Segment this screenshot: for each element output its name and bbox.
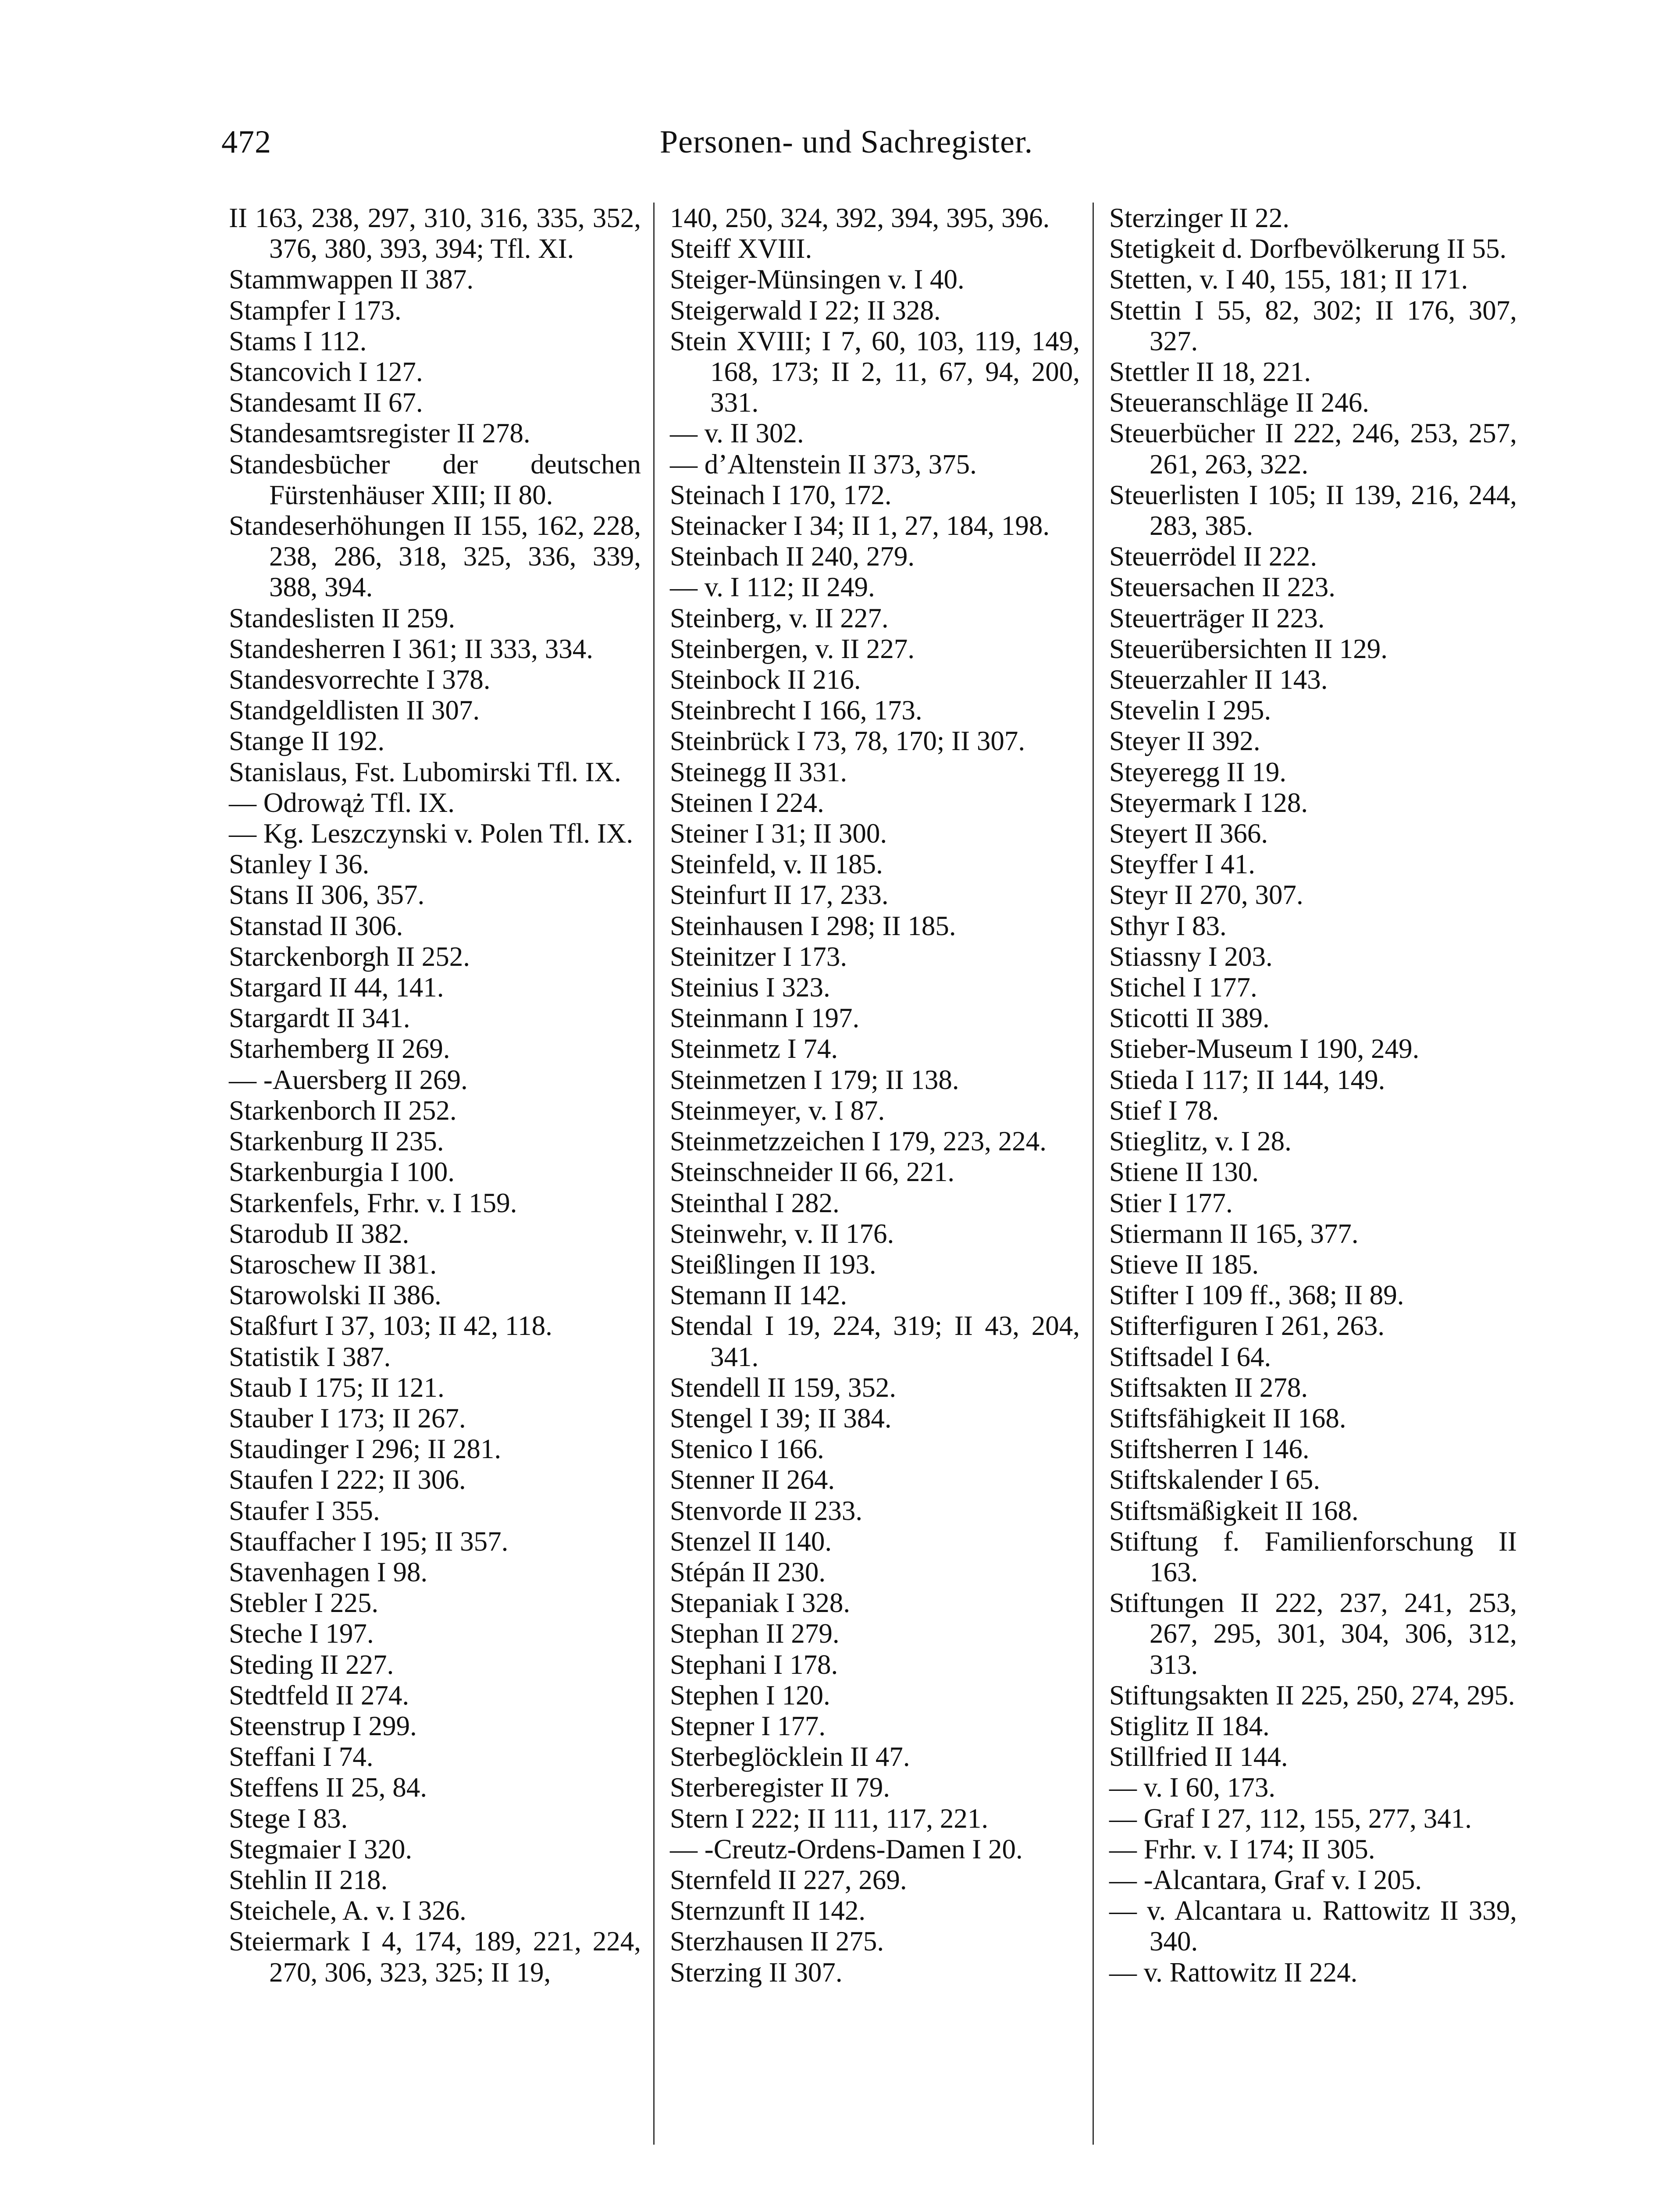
page-header — [221, 124, 1081, 172]
index-entry: Stifter I 109 ff., 368; II 89. — [1109, 1280, 1404, 1311]
index-entry: Steffens II 25, 84. — [229, 1772, 427, 1803]
index-entry: Steinfeld, v. II 185. — [670, 849, 883, 880]
index-entry: Stieber-Museum I 190, 249. — [1109, 1033, 1420, 1064]
page-number: 472 — [221, 124, 271, 160]
index-entry: Steuerträger II 223. — [1109, 602, 1325, 633]
index-entry: — Odrowąż Tfl. IX. — [229, 787, 455, 818]
index-entry: Steinhausen I 298; II 185. — [670, 910, 956, 941]
index-entry: Steinach I 170, 172. — [670, 479, 892, 510]
index-entry: — Graf I 27, 112, 155, 277, 341. — [1109, 1803, 1472, 1834]
index-entry: Stams I 112. — [229, 325, 367, 356]
index-entry: Stephani I 178. — [670, 1649, 838, 1680]
index-entry: Stieglitz, v. I 28. — [1109, 1126, 1292, 1157]
index-entry: — v. II 302. — [670, 418, 804, 449]
index-entry: — v. Alcantara u. Rattowitz II 339, 340. — [1109, 1895, 1517, 1957]
index-entry: Starkenburg II 235. — [229, 1126, 444, 1157]
index-entry: Starckenborgh II 252. — [229, 941, 470, 972]
index-entry: Sthyr I 83. — [1109, 910, 1227, 941]
index-entry: Stiermann II 165, 377. — [1109, 1218, 1359, 1249]
index-entry: Steuerrödel II 222. — [1109, 541, 1317, 572]
index-entry: Steinbach II 240, 279. — [670, 541, 915, 572]
index-entry: Staudinger I 296; II 281. — [229, 1434, 502, 1465]
index-entry: Starkenborch II 252. — [229, 1095, 457, 1126]
index-entry: Sterzinger II 22. — [1109, 203, 1290, 233]
index-entry: Stichel I 177. — [1109, 972, 1257, 1003]
index-entry: Staroschew II 381. — [229, 1249, 437, 1280]
index-entry: Stepner I 177. — [670, 1710, 826, 1741]
index-entry: Stiftung f. Familienforschung II 163. — [1109, 1526, 1517, 1587]
index-entry: Stendell II 159, 352. — [670, 1372, 897, 1403]
index-entry: Stein XVIII; I 7, 60, 103, 119, 149, 168, 173; II 2, 11, 67, 94, 200, 331. — [670, 325, 1080, 418]
index-entry: Sterberegister II 79. — [670, 1772, 890, 1803]
index-entry: Stenner II 264. — [670, 1464, 835, 1495]
index-entry: Stiftsmäßigkeit II 168. — [1109, 1495, 1359, 1526]
index-entry: Steinmetzen I 179; II 138. — [670, 1064, 959, 1095]
index-entry: Steinmeyer, v. I 87. — [670, 1095, 885, 1126]
index-entry: Stege I 83. — [229, 1803, 348, 1834]
index-column-2 — [670, 203, 1080, 1988]
index-column-1 — [229, 203, 641, 1988]
index-entry: Sternfeld II 227, 269. — [670, 1864, 907, 1895]
index-entry: Sticotti II 389. — [1109, 1003, 1270, 1034]
index-entry: — v. I 60, 173. — [1109, 1772, 1276, 1803]
index-entry: Steinwehr, v. II 176. — [670, 1218, 894, 1249]
index-entry: Stiftsakten II 278. — [1109, 1372, 1308, 1403]
index-entry: Stargard II 44, 141. — [229, 972, 444, 1003]
index-entry: Staub I 175; II 121. — [229, 1372, 445, 1403]
index-entry: Stief I 78. — [1109, 1095, 1219, 1126]
index-entry: Starowolski II 386. — [229, 1280, 441, 1311]
index-entry: Stieve II 185. — [1109, 1249, 1259, 1280]
index-entry: Stargardt II 341. — [229, 1003, 410, 1034]
index-entry: Stiftsherren I 146. — [1109, 1434, 1310, 1465]
index-entry: Steyermark I 128. — [1109, 787, 1308, 818]
index-entry: Standeslisten II 259. — [229, 602, 456, 633]
index-entry: Stengel I 39; II 384. — [670, 1402, 892, 1434]
index-entry: Stiene II 130. — [1109, 1156, 1259, 1188]
index-entry: Steuerbücher II 222, 246, 253, 257, 261, 263, 322. — [1109, 418, 1517, 480]
index-entry: Steinberg, v. II 227. — [670, 602, 889, 633]
index-entry: Steinbock II 216. — [670, 664, 861, 695]
index-entry: Standesherren I 361; II 333, 334. — [229, 633, 594, 664]
index-entry: Steuerzahler II 143. — [1109, 664, 1328, 695]
index-entry: Starhemberg II 269. — [229, 1033, 450, 1064]
index-entry: Steinius I 323. — [670, 972, 830, 1003]
index-entry: Stans II 306, 357. — [229, 879, 425, 911]
index-entry: II 163, 238, 297, 310, 316, 335, 352, 376, 380, 393, 394; Tfl. XI. — [229, 203, 641, 264]
index-entry: — -Alcantara, Graf v. I 205. — [1109, 1864, 1422, 1895]
index-entry: Steche I 197. — [229, 1618, 374, 1649]
index-entry: Steyeregg II 19. — [1109, 756, 1287, 787]
index-entry: Steuersachen II 223. — [1109, 572, 1336, 603]
index-entry: Stiftsfähigkeit II 168. — [1109, 1402, 1346, 1434]
index-column-3 — [1109, 203, 1517, 1988]
index-entry: Steiff XVIII. — [670, 233, 812, 264]
index-entry: Steuerübersichten II 129. — [1109, 633, 1388, 664]
index-entry: Stanstad II 306. — [229, 910, 403, 941]
index-entry: Stier I 177. — [1109, 1187, 1233, 1218]
column-divider — [653, 203, 655, 2145]
index-entry: Steinbergen, v. II 227. — [670, 633, 915, 664]
index-entry: Stieda I 117; II 144, 149. — [1109, 1064, 1385, 1095]
index-entry: Steinegg II 331. — [670, 756, 847, 787]
index-entry: Staßfurt I 37, 103; II 42, 118. — [229, 1310, 552, 1342]
index-entry: Sterbeglöcklein II 47. — [670, 1741, 910, 1772]
index-entry: Steichele, A. v. I 326. — [229, 1895, 466, 1926]
index-entry: Stiftungsakten II 225, 250, 274, 295. — [1109, 1680, 1515, 1711]
index-entry: Steigerwald I 22; II 328. — [670, 295, 941, 326]
index-entry: Stebler I 225. — [229, 1587, 379, 1619]
index-entry: Steding II 227. — [229, 1649, 394, 1680]
index-entry: Starodub II 382. — [229, 1218, 409, 1249]
index-entry: Sterzing II 307. — [670, 1957, 843, 1988]
index-entry: Steinmann I 197. — [670, 1003, 860, 1034]
index-entry: Stauber I 173; II 267. — [229, 1402, 466, 1434]
index-entry: Stedtfeld II 274. — [229, 1680, 409, 1711]
index-entry: — d’Altenstein II 373, 375. — [670, 448, 977, 480]
index-entry: Steinacker I 34; II 1, 27, 184, 198. — [670, 510, 1050, 541]
index-entry: Stendal I 19, 224, 319; II 43, 204, 341. — [670, 1310, 1080, 1372]
index-entry: Stegmaier I 320. — [229, 1833, 413, 1865]
index-entry: Steyer II 392. — [1109, 726, 1260, 757]
index-entry: Stauffacher I 195; II 357. — [229, 1526, 509, 1557]
index-entry: Stettler II 18, 221. — [1109, 356, 1311, 388]
index-entry: Standesamtsregister II 278. — [229, 418, 530, 449]
index-entry: Steffani I 74. — [229, 1741, 374, 1772]
column-divider — [1093, 203, 1094, 2145]
index-entry: Steyr II 270, 307. — [1109, 879, 1303, 911]
index-entry: Stern I 222; II 111, 117, 221. — [670, 1803, 989, 1834]
index-entry: Standgeldlisten II 307. — [229, 695, 480, 726]
index-entry: 140, 250, 324, 392, 394, 395, 396. — [670, 203, 1050, 233]
index-entry: Stetigkeit d. Dorfbevölkerung II 55. — [1109, 233, 1507, 264]
index-entry: Standeserhöhungen II 155, 162, 228, 238, 286, 318, 325, 336, 339, 388, 394. — [229, 510, 641, 603]
index-entry: Steueranschläge II 246. — [1109, 387, 1370, 418]
index-entry: Steinitzer I 173. — [670, 941, 847, 972]
index-entry: Starkenfels, Frhr. v. I 159. — [229, 1187, 517, 1218]
index-entry: Stiftungen II 222, 237, 241, 253, 267, 295, 301, 304, 306, 312, 313. — [1109, 1587, 1517, 1680]
index-entry: — v. I 112; II 249. — [670, 572, 875, 603]
index-entry: Stettin I 55, 82, 302; II 176, 307, 327. — [1109, 295, 1517, 356]
index-entry: Stavenhagen I 98. — [229, 1556, 428, 1587]
index-entry: — Frhr. v. I 174; II 305. — [1109, 1833, 1375, 1865]
index-entry: Stampfer I 173. — [229, 295, 402, 326]
index-entry: Stiassny I 203. — [1109, 941, 1273, 972]
index-entry: Stammwappen II 387. — [229, 264, 474, 295]
index-entry: Staufer I 355. — [229, 1495, 380, 1526]
index-entry: Stephan II 279. — [670, 1618, 840, 1649]
index-entry: — -Auersberg II 269. — [229, 1064, 468, 1095]
index-entry: Standesbücher der deutschen Fürstenhäuser XIII; II 80. — [229, 448, 641, 510]
index-entry: Steinthal I 282. — [670, 1187, 840, 1218]
index-entry: Stiftskalender I 65. — [1109, 1464, 1321, 1495]
index-entry: Stenzel II 140. — [670, 1526, 832, 1557]
index-entry: Steinfurt II 17, 233. — [670, 879, 889, 911]
index-entry: — Kg. Leszczynski v. Polen Tfl. IX. — [229, 818, 634, 849]
index-entry: Steinen I 224. — [670, 787, 824, 818]
index-entry: Steenstrup I 299. — [229, 1710, 417, 1741]
index-entry: Steyert II 366. — [1109, 818, 1268, 849]
index-entry: Sternzunft II 142. — [670, 1895, 866, 1926]
index-entry: Stanley I 36. — [229, 849, 370, 880]
running-title: Personen- und Sachregister. — [660, 124, 1033, 160]
index-entry: Stehlin II 218. — [229, 1864, 388, 1895]
index-entry: — -Creutz-Ordens-Damen I 20. — [670, 1833, 1023, 1865]
index-entry: Steyffer I 41. — [1109, 849, 1255, 880]
index-entry: Stenico I 166. — [670, 1434, 824, 1465]
index-entry: Stiglitz II 184. — [1109, 1710, 1270, 1741]
index-entry: Starkenburgia I 100. — [229, 1156, 455, 1188]
index-entry: Stenvorde II 233. — [670, 1495, 863, 1526]
index-entry: Steinbrück I 73, 78, 170; II 307. — [670, 726, 1025, 757]
index-entry: Stevelin I 295. — [1109, 695, 1271, 726]
index-entry: Stillfried II 144. — [1109, 1741, 1288, 1772]
index-entry: Stephen I 120. — [670, 1680, 830, 1711]
index-entry: Standesvorrechte I 378. — [229, 664, 491, 695]
index-entry: — v. Rattowitz II 224. — [1109, 1957, 1358, 1988]
index-entry: Stetten, v. I 40, 155, 181; II 171. — [1109, 264, 1468, 295]
index-entry: Stanislaus, Fst. Lubomirski Tfl. IX. — [229, 756, 621, 787]
index-entry: Steiermark I 4, 174, 189, 221, 224, 270, 306, 323, 325; II 19, — [229, 1926, 641, 1988]
index-entry: Stange II 192. — [229, 726, 385, 757]
index-entry: Stemann II 142. — [670, 1280, 847, 1311]
index-entry: Steinmetz I 74. — [670, 1033, 838, 1064]
index-entry: Stiftsadel I 64. — [1109, 1341, 1271, 1372]
index-entry: Staufen I 222; II 306. — [229, 1464, 466, 1495]
index-entry: Steuerlisten I 105; II 139, 216, 244, 283, 385. — [1109, 479, 1517, 541]
index-entry: Sterzhausen II 275. — [670, 1926, 884, 1957]
index-entry: Stépán II 230. — [670, 1556, 826, 1587]
index-entry: Stancovich I 127. — [229, 356, 423, 388]
index-entry: Stifterfiguren I 261, 263. — [1109, 1310, 1385, 1342]
index-entry: Statistik I 387. — [229, 1341, 391, 1372]
index-entry: Stepaniak I 328. — [670, 1587, 851, 1619]
index-entry: Steinmetzzeichen I 179, 223, 224. — [670, 1126, 1047, 1157]
index-entry: Steiger-Münsingen v. I 40. — [670, 264, 965, 295]
index-entry: Steiner I 31; II 300. — [670, 818, 887, 849]
index-entry: Standesamt II 67. — [229, 387, 423, 418]
index-entry: Steinbrecht I 166, 173. — [670, 695, 922, 726]
index-entry: Steinschneider II 66, 221. — [670, 1156, 955, 1188]
index-entry: Steißlingen II 193. — [670, 1249, 876, 1280]
